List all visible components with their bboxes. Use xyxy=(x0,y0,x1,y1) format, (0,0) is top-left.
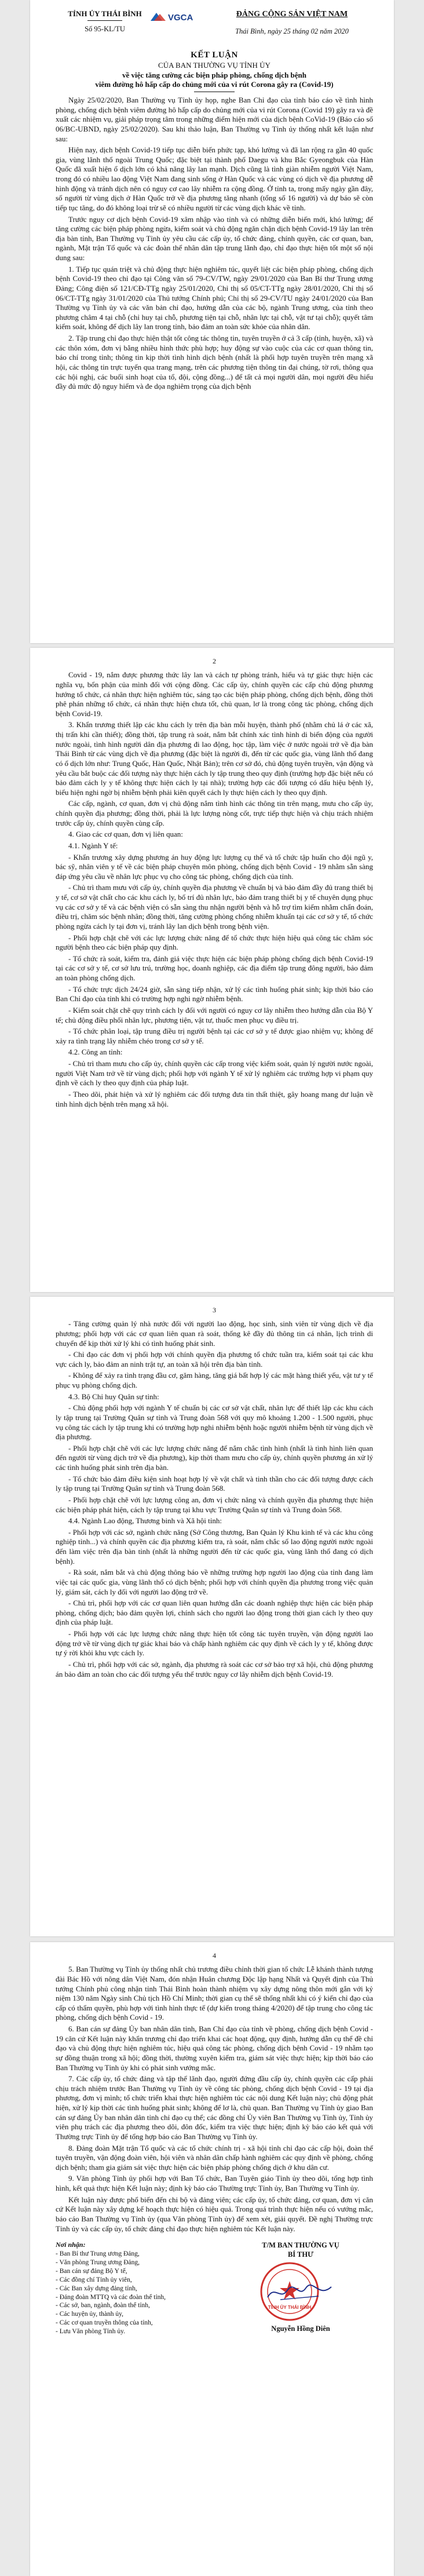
paragraph: 9. Văn phòng Tỉnh ủy phối hợp với Ban Tổ chức, Ban Tuyên giáo Tỉnh ủy theo dõi, tổng hợp tình hình, kết quả thực hiện Kết luận này; định kỳ báo cáo Thường trực Tỉnh ủy, Ban Thường vụ Tỉnh ủy. xyxy=(56,2174,373,2193)
section-heading: 4. Giao các cơ quan, đơn vị liên quan: xyxy=(68,830,183,839)
paragraph: 2. Tập trung chỉ đạo thực hiện thật tốt công tác thông tin, tuyên truyền ở cả 3 cấp (tỉnh, huyện, xã) và các thôn xóm, đơn vị bằng nhiều hình thức phù hợp; huy động sự vào cuộc của các cơ quan thông tin, báo chí trong tỉnh; thông tin kịp thời tình hình dịch bệnh (nhất là phối hợp tuyên truyền trên mạng xã hội, các thông tin trực tuyến qua trang mạng, trên các phương tiện thông tin đại chúng, tờ rơi, thông qua các hội nghị, các buổi sinh hoạt của tổ, đội, cộng đồng...) để tất cả mọi người dân, mọi người đều hiểu đầy đủ mức độ nguy hiểm và đe dọa nghiêm trọng của dịch bệnh xyxy=(56,334,373,391)
paragraph: - Kiểm soát chặt chẽ quy trình cách ly đối với người có nguy cơ lây nhiễm theo hướng dẫn của Bộ Y tế; chủ động điều phối nhân lực, phương tiện, vật tư, thuốc men phục vụ điều trị. xyxy=(56,1005,373,1024)
signature-title-line-1: T/M BAN THƯỜNG VỤ xyxy=(262,2241,339,2250)
signature-block xyxy=(240,2241,361,2333)
subsection-heading: 4.2. Công an tỉnh: xyxy=(68,1048,123,1057)
paragraph: - Chủ động phối hợp với ngành Y tế chuẩn bị các cơ sở vật chất, nhân lực để thiết lập các khu cách ly tập trung tại Trường Quân sự tỉnh và Trung đoàn 568 với quy mô khoảng 1.200 - 1.500 người, phục vụ công tác cách ly tập trung khi có trường hợp nghi nhiễm bệnh hoặc người nhiễm bệnh từ vùng dịch về địa phương. xyxy=(56,1403,373,1442)
subsection-heading: 4.1. Ngành Y tế: xyxy=(68,841,118,850)
document-number: Số 95-KL/TU xyxy=(85,24,125,33)
recipient-item: - Văn phòng Trung ương Đảng, xyxy=(56,2258,140,2266)
paragraph: Hiện nay, dịch bệnh Covid-19 tiếp tục diễn biến phức tạp, khó lường và đã lan rộng ra gần 40 quốc gia, vùng lãnh thổ ngoài Trung Quốc; đặc biệt tại thành phố Daegu và khu Bắc Gyeongbuk của Hàn Quốc đã xuất hiện ổ dịch lớn có khả năng lây lan mạnh. Dịch cũng là tình giàn nhiễm người Việt Nam, trong đó có nhiều lao động Việt Nam đang sinh sống ở Hàn Quốc và các vùng có dịch về địa phương dễ hình động và tránh dịch nên có nguy cơ cao lây nhiễm ra cộng đồng. Ở tỉnh ta, trong mấy ngày gần đây, số người từ vùng dịch ở Hàn Quốc trở về địa phương tăng nhanh (tổng số 16 người) và dự báo sẽ còn tiếp tục tăng, do đó không loại trừ sẽ có nhiều người từ các vùng dịch khác về tỉnh. xyxy=(56,145,373,212)
document-subject-line-1: về việc tăng cường các biện pháp phòng, chống dịch bệnh xyxy=(122,70,307,79)
recipient-item: - Các Ban xây dựng đảng tỉnh, xyxy=(56,2285,137,2292)
recipient-item: - Các sở, ban, ngành, đoàn thể tỉnh, xyxy=(56,2302,150,2309)
recipient-item: - Các huyện ủy, thành ủy, xyxy=(56,2311,123,2318)
stamp-text: TỈNH ỦY THÁI BÌNH xyxy=(268,2305,312,2311)
subsection-heading: 4.4. Ngành Lao động, Thương binh và Xã hội tỉnh: xyxy=(68,1516,222,1526)
paragraph: - Chỉ đạo các đơn vị phối hợp với chính quyền địa phương tổ chức tuần tra, kiểm soát tại các khu vực cách ly, bảo đảm an ninh trật tự, an toàn xã hội trên địa bàn tỉnh. xyxy=(56,1350,373,1369)
document-page-3 xyxy=(30,1297,394,1936)
handwritten-signature xyxy=(263,2281,338,2304)
org-underline xyxy=(87,20,122,21)
paragraph: 6. Ban cán sự đảng Ủy ban nhân dân tỉnh, Ban Chỉ đạo của tỉnh về phòng, chống dịch bệnh Covid - 19 căn cứ Kết luận này khẩn trương chỉ đạo triển khai các hoạt động, quy định, hướng dẫn cụ thể đề chỉ đạo và chủ động thực hiện nghiêm túc, hiệu quả công tác phòng, chống dịch bệnh Covid - 19 nhằm tạo sự đồng thuận trong xã hội; đồng thời, thường xuyên kiểm tra, giám sát việc thực hiện; kịp thời báo cáo Ban Thường vụ Tỉnh ủy khi có phát sinh vướng mắc. xyxy=(56,2024,373,2072)
subsection-heading: 4.3. Bộ Chỉ huy Quân sự tỉnh: xyxy=(68,1392,159,1401)
signature-area xyxy=(56,2241,373,2391)
signature-title-line-2: BÍ THƯ xyxy=(287,2250,314,2259)
document-type: KẾT LUẬN xyxy=(191,50,238,60)
org-name: TỈNH ỦY THÁI BÌNH xyxy=(68,9,142,18)
party-heading xyxy=(228,9,356,36)
recipient-item: - Lưu Văn phòng Tỉnh ủy. xyxy=(56,2328,126,2336)
recipient-item: - Ban Bí thư Trung ương Đảng, xyxy=(56,2250,140,2257)
vgca-logo xyxy=(148,9,206,24)
paragraph: 1. Tiếp tục quán triệt và chủ động thực hiện nghiêm túc, quyết liệt các biện pháp phòng, chống dịch bệnh Covid-19 theo chỉ đạo tại Công văn số 79-CV/TW, ngày 29/01/2020 của Ban Bí thư Trung ương Đảng; Công điện số 121/CĐ-TTg ngày 25/01/2020, Chỉ thị số 05/CT-TTg ngày 28/01/2020, Chỉ thị số 06/CT-TTg ngày 31/01/2020 của Thủ tướng Chính phủ; Chỉ thị số 29-CV/TU ngày 24/01/2020 của Ban Thường vụ Tỉnh ủy và các văn bản chỉ đạo, hướng dẫn của các bộ, ngành Trung ương, của tỉnh theo phương châm 4 tại chỗ (chỉ huy tại chỗ, phương tiện tại chỗ, nhân lực tại chỗ, vật tư tại chỗ); quyết tâm kiểm soát, không để dịch lây lan trong tỉnh, bảo đảm an toàn sức khỏe của nhân dân. xyxy=(56,264,373,331)
paragraph: Trước nguy cơ dịch bệnh Covid-19 xâm nhập vào tỉnh và có những diễn biến mới, khó lường; để tăng cường các biện pháp phòng ngừa, kiểm soát và chủ động ngăn chặn dịch bệnh Covid-19 lây lan trên địa bàn tỉnh, Ban Thường vụ Tỉnh ủy yêu cầu các cấp ủy, tổ chức đảng, chính quyền, các cơ quan, ban, ngành, Mặt trận Tổ quốc và các đoàn thể nhân dân tập trung lãnh đạo, chỉ đạo thực hiện tốt một số nội dung sau: xyxy=(56,214,373,262)
paragraph: 8. Đảng đoàn Mặt trận Tổ quốc và các tổ chức chính trị - xã hội tỉnh chỉ đạo các cấp hội, đoàn thể tuyên truyền, vận động đoàn viên, hội viên và nhân dân chấp hành nghiêm các quy định về phòng, chống dịch bệnh; tham gia giám sát việc thực hiện các biện pháp phòng chống dịch ở khu dân cư. xyxy=(56,2143,373,2172)
paragraph: - Chủ trì, phối hợp với các sở, ngành, địa phương rà soát các cơ sở bảo trợ xã hội, chủ động phương án bảo đảm an toàn cho các đối tượng yếu thế trước nguy cơ lây nhiễm dịch bệnh Covid-19. xyxy=(56,1659,373,1679)
paragraph: - Không để xảy ra tình trạng đầu cơ, găm hàng, tăng giá bất hợp lý các mặt hàng thiết yếu, vật tư y tế phục vụ phòng chống dịch. xyxy=(56,1371,373,1390)
paragraph: - Tổ chức phân loại, tập trung điều trị người bệnh tại các cơ sở y tế được giao nhiệm vụ; không để xảy ra tình trạng lây nhiễm chéo trong cơ sở y tế. xyxy=(56,1027,373,1045)
paragraph: 3. Khẩn trương thiết lập các khu cách ly trên địa bàn mỗi huyện, thành phố (nhằm chủ lá ở các xã, thị trấn khi cần thiết); đồng thời, tập trung rà soát, nắm bắt chính xác tình hình di biến động của người nước ngoài, tình hình người dân địa phương đi lao động, học tập, làm việc ở nước ngoài trở về địa bàn Thái Bình từ các vùng dịch về địa phương (đặc biệt là người đi, đến từ các quốc gia, vùng lãnh thổ đang có ổ dịch lớn như: Trung Quốc, Hàn Quốc, Nhật Bản); trên cơ sở đó, chủ động tuyên truyền, vận động và yêu cầu bắt buộc các đối tượng này thực hiện cách ly tập trung theo quy định (trường hợp đặc biệt nếu có bảo đảm cách ly y tế không thực hiện cách ly tại nhà); trường hợp các đối tượng có dấu hiệu bệnh lý, biểu hiện nghi ngờ bị nhiễm bệnh phải kiên quyết cách ly thực hiện cách ly theo quy định. xyxy=(56,720,373,797)
document-subject-line-2: viêm đường hô hấp cấp do chủng mới của vi rút Corona gây ra (Covid-19) xyxy=(95,80,334,89)
recipient-item: - Ban cán sự đảng Bộ Y tế, xyxy=(56,2267,127,2275)
page-number: 3 xyxy=(213,1306,216,1314)
recipients-list xyxy=(56,2241,200,2336)
paragraph: - Phối hợp chặt chẽ với các lực lượng chức năng để tổ chức thực hiện hiệu quả công tác chăm sóc người bệnh theo các biện pháp quy định. xyxy=(56,933,373,952)
paragraph: - Rà soát, nắm bắt và chủ động thông báo về những trường hợp người lao động của tỉnh đang làm việc tại các quốc gia, vùng lãnh thổ có dịch bệnh; phối hợp với chính quyền địa phương trong việc quản lý, giám sát, cách ly đối với người lao động trở về. xyxy=(56,1568,373,1596)
recipient-item: - Các đồng chí Tỉnh ủy viên, xyxy=(56,2276,132,2283)
signer-name: Nguyễn Hồng Diên xyxy=(271,2325,330,2333)
paragraph: - Phối hợp chặt chẽ với lực lượng công an, đơn vị chức năng và chính quyền địa phương thực hiện các biện pháp phát hiện, cách ly tập trung tại khu vực Trường Quân sự tỉnh và Trung đoàn 568. xyxy=(56,1495,373,1514)
paragraph: - Tổ chức trực dịch 24/24 giờ, sẵn sàng tiếp nhận, xử lý các tình huống phát sinh; kịp thời báo cáo Ban Chỉ đạo của tỉnh khi có trường hợp nghi ngờ nhiễm bệnh. xyxy=(56,984,373,1004)
page-number: 4 xyxy=(213,1951,216,1960)
paragraph: - Phối hợp với các sở, ngành chức năng (Sở Công thương, Ban Quản lý Khu kinh tế và các khu công nghiệp tỉnh...) và chính quyền các địa phương kiểm tra, rà soát, nắm chắc số lao động người nước ngoài đến làm việc trên địa bàn tỉnh (nhất là những người đến từ các quốc gia, vùng lãnh thổ đang có dịch bệnh). xyxy=(56,1527,373,1566)
paragraph: - Tổ chức bảo đảm điều kiện sinh hoạt hợp lý về vật chất và tinh thần cho các đối tượng được cách ly tập trung tại Trường Quân sự tỉnh và Trung đoàn 568. xyxy=(56,1474,373,1493)
paragraph: - Tăng cường quản lý nhà nước đối với người lao động, học sinh, sinh viên từ vùng dịch về địa phương; phối hợp với các cơ quan liên quan rà soát, thống kê đầy đủ thông tin cá nhân, lịch trình di chuyển để kịp thời xử lý khi có tình huống phát sinh. xyxy=(56,1319,373,1348)
paragraph: Covid - 19, nắm được phương thức lây lan và cách tự phòng tránh, hiểu và tự giác thực hiện các nghĩa vụ, bổn phận của mình đối với cộng đồng. Các cấp ủy, chính quyền các cấp chủ động phương hướng tổ chức, cá nhân thực hiện nghiêm túc, sáng tạo các biện pháp phòng, chống dịch bệnh, đồng thời phê phán những tổ chức, cá nhân thực hiện chưa tốt, chủ quan, lơ là trong công tác phòng, chống dịch bệnh Covid-19. xyxy=(56,670,373,718)
place-and-date: Thái Bình, ngày 25 tháng 02 năm 2020 xyxy=(235,27,349,35)
paragraph: - Tổ chức rà soát, kiểm tra, đánh giá việc thực hiện các biện pháp phòng chống dịch bệnh Covid-19 tại các cơ sở y tế, cơ sở lưu trú, trường học, doanh nghiệp, các địa điểm tập trung đông người, bảo đảm an toàn phòng chống dịch. xyxy=(56,954,373,983)
paragraph: - Theo dõi, phát hiện và xử lý nghiêm các đối tượng đưa tin thất thiệt, gây hoang mang dư luận về tình hình dịch bệnh trên mạng xã hội. xyxy=(56,1089,373,1108)
paragraph: - Chủ trì tham mưu cho cấp ủy, chính quyền các cấp trong việc kiểm soát, quản lý người nước ngoài, người Việt Nam trở về từ vùng dịch; phối hợp với ngành Y tế xử lý nghiêm các trường hợp vi phạm quy định về cách ly theo quy định của pháp luật. xyxy=(56,1059,373,1088)
paragraph: - Phối hợp với các lực lượng chức năng thực hiện tốt công tác tuyên truyền, vận động người lao động trở về từ vùng dịch tự giác khai báo và chấp hành nghiêm các quy định về cách ly y tế, không được tự ý rời khỏi khu vực cách ly. xyxy=(56,1629,373,1658)
recipients-label: Nơi nhận: xyxy=(56,2241,86,2249)
paragraph: - Chủ trì, phối hợp với các cơ quan liên quan hướng dẫn các doanh nghiệp thực hiện các biện pháp phòng, chống dịch; bảo đảm quyền lợi, chính sách cho người lao động trong thời gian cách ly theo quy định của pháp luật. xyxy=(56,1599,373,1627)
logo-text: VGCA xyxy=(168,13,193,23)
paragraph: - Chủ trì tham mưu với cấp ủy, chính quyền địa phương về chuẩn bị và bảo đảm đầy đủ trang thiết bị y tế, cơ sở vật chất cho các khu cách ly, bố trí đủ nhân lực, bảo đảm trang thiết bị y tế chuyên dụng phục vụ các cơ sở y tế và các bệnh viện có sẵn sàng thu nhận người bệnh và hỗ trợ tìm kiếm nhằm chẩn đoán, điều trị, chăm sóc bệnh nhân; đồng thời, tăng cường phòng chống nhiễm khuẩn tại các cơ sở y tế, tổ chức phòng ngừa cách ly tại đơn vị, tránh lây lan dịch bệnh trong bệnh viện. xyxy=(56,883,373,931)
paragraph: 7. Các cấp ủy, tổ chức đảng và tập thể lãnh đạo, người đứng đầu cấp ủy, chính quyền các cấp phải chịu trách nhiệm trước Ban Thường vụ Tỉnh ủy về công tác phòng, chống dịch bệnh Covid - 19 tại địa phương, đơn vị mình; tổ chức triển khai thực hiện nghiêm túc các nội dung Kết luận này; chủ động phát hiện, xử lý kịp thời các tình huống phát sinh; không để lơ là, chủ quan. Ban Thường vụ Tỉnh ủy giao Ban cán sự đảng Ủy ban nhân dân tỉnh chỉ đạo cụ thể; các đồng chí Ủy viên Ban Thường vụ Tỉnh ủy, Tỉnh ủy viên phụ trách các địa phương theo dõi, đôn đốc, kiểm tra việc thực hiện; định kỳ báo cáo kết quả với Thường trực Tỉnh ủy để tổng hợp báo cáo Ban Thường vụ Tỉnh ủy. xyxy=(56,2074,373,2141)
document-header xyxy=(56,9,373,45)
document-page-2 xyxy=(30,648,394,1292)
document-page-1 xyxy=(30,0,394,643)
party-name: ĐẢNG CỘNG SẢN VIỆT NAM xyxy=(236,10,348,19)
document-page-4 xyxy=(30,1942,394,2576)
paragraph: Các cấp, ngành, cơ quan, đơn vị chủ động nắm tình hình các thông tin trên mạng, mưu cho cấp ủy, chính quyền địa phương; đồng thời, phải là lực lượng nòng cốt, trực tiếp thực hiện và chịu trách nhiệm trước cấp ủy, chính quyền cùng cấp. xyxy=(56,799,373,827)
document-issuer: CỦA BAN THƯỜNG VỤ TỈNH ỦY xyxy=(158,61,271,70)
paragraph: - Phối hợp chặt chẽ với các lực lượng chức năng để nắm chắc tình hình (nhất là tình hình liên quan đến người từ vùng dịch trở về địa phương), kịp thời tham mưu cho cấp ủy, chính quyền phương án xử lý các tình huống phát sinh trên địa bàn. xyxy=(56,1443,373,1472)
recipient-item: - Các cơ quan truyền thông của tỉnh, xyxy=(56,2319,153,2327)
page-number: 2 xyxy=(213,657,216,665)
paragraph: Ngày 25/02/2020, Ban Thường vụ Tỉnh ủy họp, nghe Ban Chỉ đạo của tỉnh báo cáo về tình hình phòng, chống dịch bệnh viêm đường hô hấp cấp do chủng mới của vi rút Corona (Covid 19) gây ra và đề xuất các nhiệm vụ, giải pháp trọng tâm trong những điểm hiện mới của dịch bệnh CoVid-19 (Báo cáo số 06/BC-UBND, ngày 25/02/2020). Sau khi thảo luận, Ban Thường vụ Tỉnh ủy thống nhất kết luận như sau: xyxy=(56,96,373,143)
recipient-item: - Đảng đoàn MTTQ và các đoàn thể tỉnh, xyxy=(56,2293,166,2301)
paragraph: - Khẩn trương xây dựng phương án huy động lực lượng cụ thể và tổ chức tập huấn cho đội ngũ y, bác sỹ, nhân viên y tế về các biện pháp chuyên môn phòng, chống dịch bệnh Covid - 19 nhằm sẵn sàng đáp ứng yêu cầu về nhân lực phục vụ cho công tác phòng, chống dịch của tỉnh. xyxy=(56,852,373,881)
paragraph: 5. Ban Thường vụ Tỉnh ủy thống nhất chủ trương điều chỉnh thời gian tổ chức Lễ khánh thành tượng đài Bác Hồ với nông dân Việt Nam, đón nhận Huân chương Độc lập hạng Nhất và Quyết định của Thủ tướng Chính phủ công nhận tỉnh Thái Bình hoàn thành nhiệm vụ xây dựng nông thôn mới gắn với kỷ niệm 130 năm Ngày sinh Chủ tịch Hồ Chí Minh; thời gian cụ thể sẽ thống nhất khi có ý kiến chỉ đạo của cấp có thẩm quyền, phù hợp với tình hình thực tế (dự kiến trong tháng 4/2020) để tập trung cho công tác phòng, chống dịch bệnh Covid - 19. xyxy=(56,1965,373,2022)
document-title-block xyxy=(56,50,373,92)
paragraph: Kết luận này được phổ biến đến chi bộ và đảng viên; các cấp ủy, tổ chức đảng, cơ quan, đơn vị căn cứ Kết luận này xây dựng kế hoạch thực hiện có hiệu quả. Trong quá trình thực hiện nếu có vướng mắc, báo cáo Ban Thường vụ Tỉnh ủy (qua Văn phòng Tỉnh ủy) để xem xét, giải quyết. Đề nghị Thường trực Tỉnh ủy và các cấp ủy, tổ chức đảng chỉ đạo thực hiện nghiêm túc Kết luận này. xyxy=(56,2195,373,2233)
issuing-organization xyxy=(61,9,148,34)
